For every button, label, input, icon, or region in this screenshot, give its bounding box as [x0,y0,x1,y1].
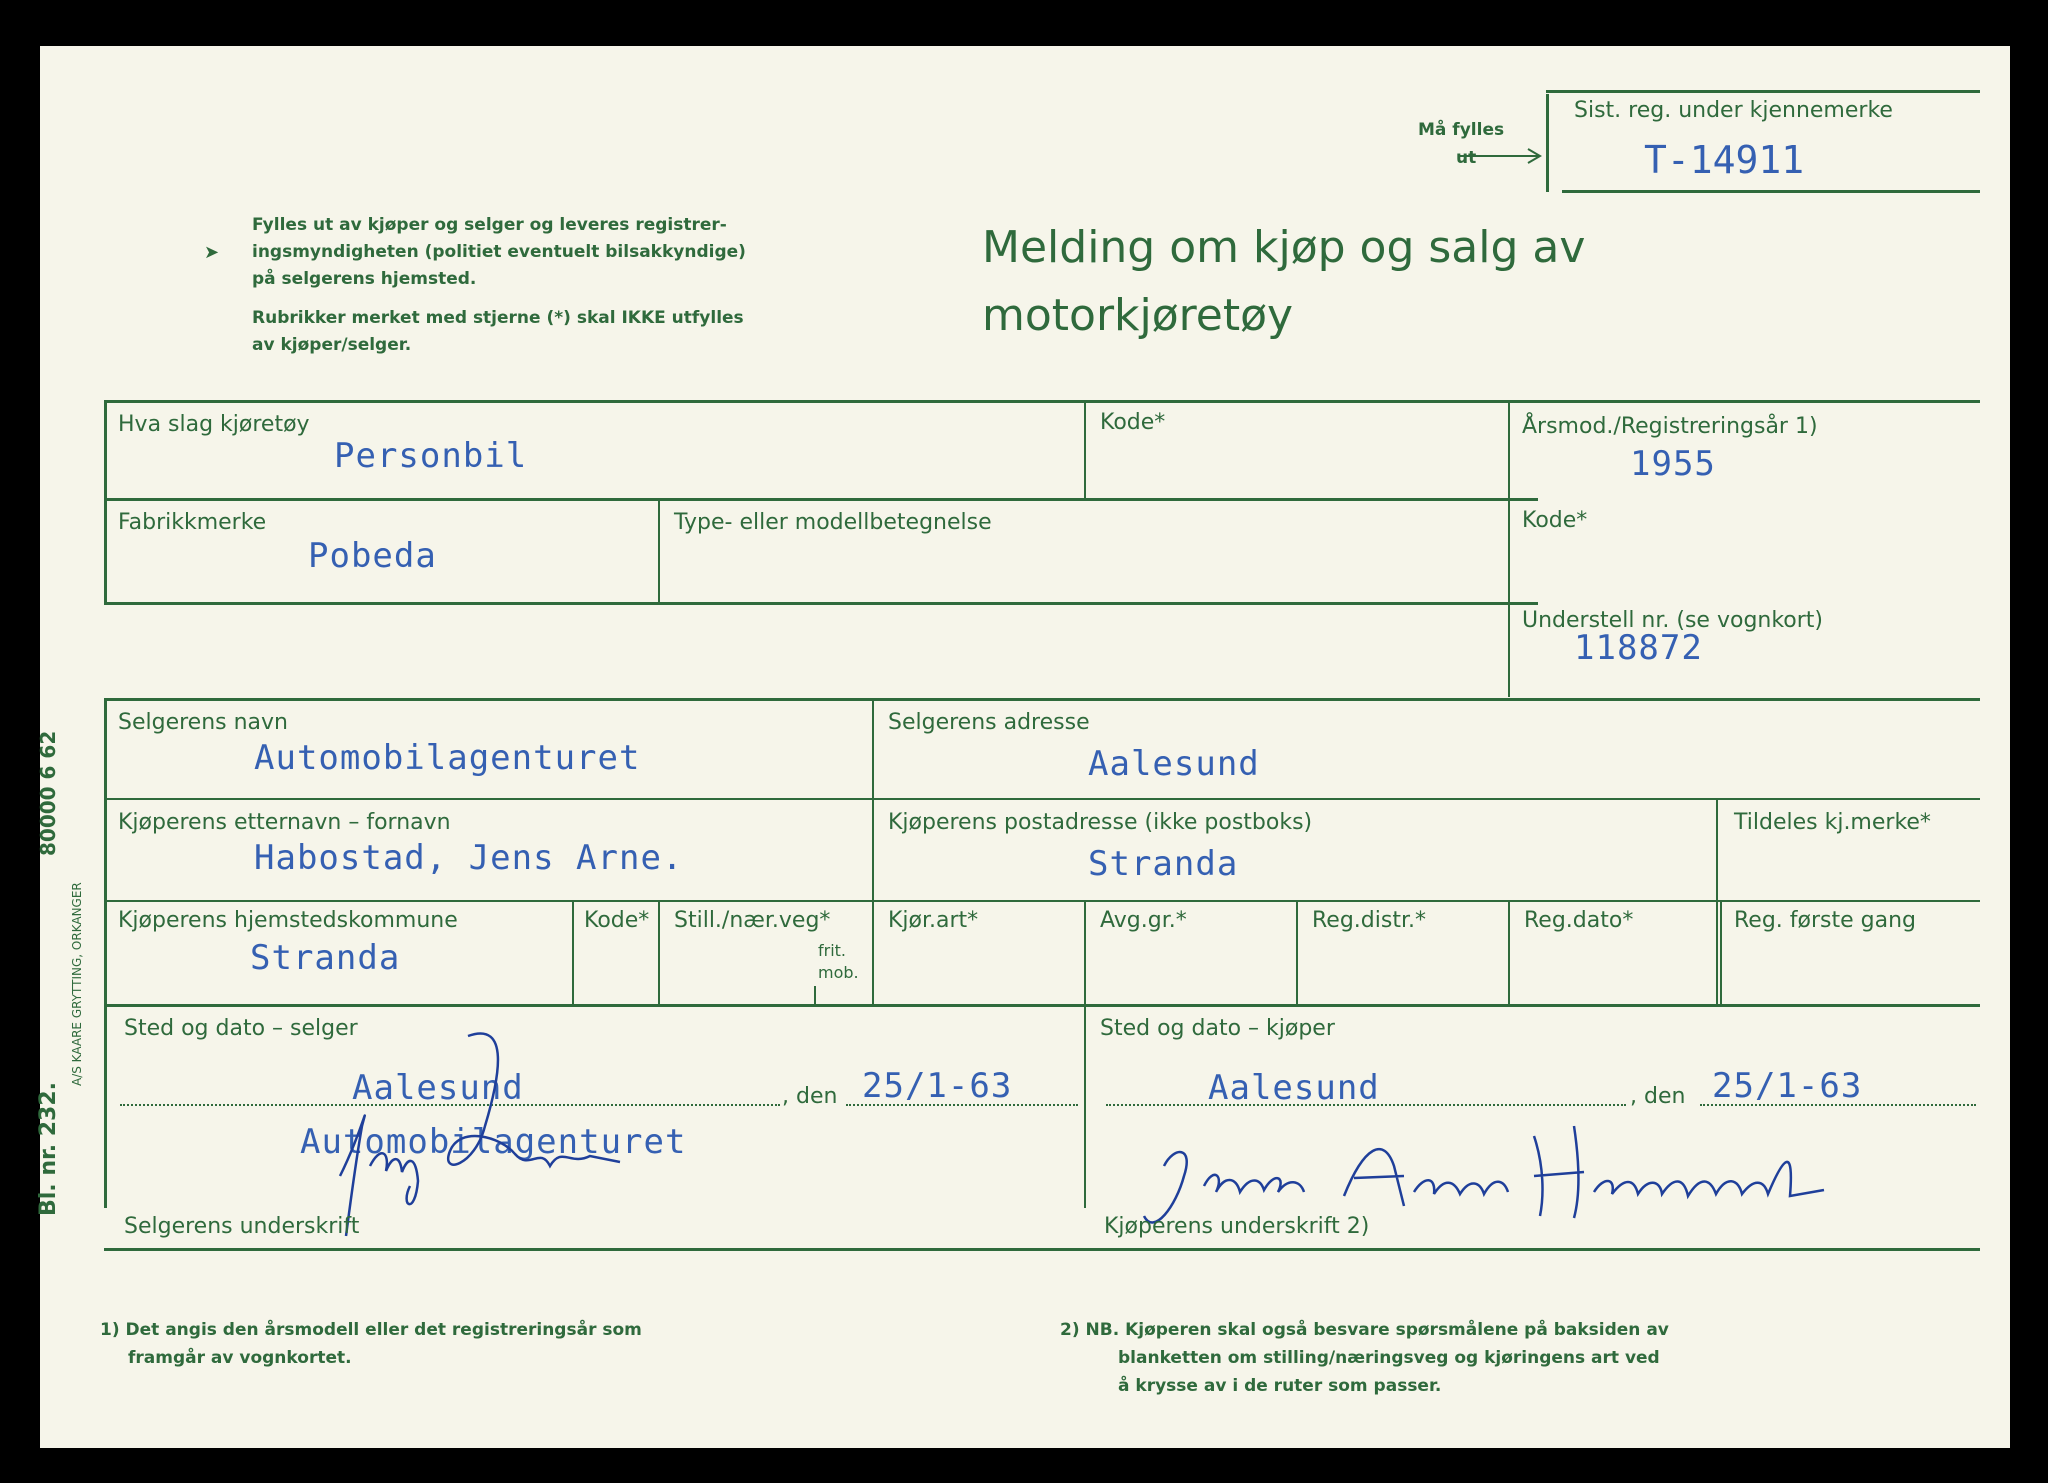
printer-imprint: A/S KAARE GRYTTING, ORKANGER [70,882,84,1086]
rule [104,498,1538,501]
chassis-label: Understell nr. (se vognkort) [1522,608,1824,633]
seller-address-value[interactable]: Aalesund [1088,744,1260,784]
model-label: Type- eller modellbetegnelse [674,510,992,535]
form-paper [36,46,2010,1448]
ut-line: ut [1456,148,1477,168]
footnote-1 [100,1316,642,1372]
title-line: motorkjøretøy [982,290,1294,341]
buyer-place-label: Sted og dato – kjøper [1100,1016,1335,1041]
arrow-right-icon [1458,146,1548,166]
make-value[interactable]: Pobeda [308,536,437,576]
reg-box-bottom [1562,190,1980,193]
rule [1720,900,1722,1004]
rule [572,900,574,1004]
kode-label: Kode* [584,908,650,933]
kode-label: Kode* [1100,410,1166,435]
seller-address-label: Selgerens adresse [888,710,1090,735]
seller-name-label: Selgerens navn [118,710,288,735]
footnote-line: blanketten om stilling/næringsveg og kjøringens art ved [1118,1348,1660,1368]
rule [104,1004,1980,1007]
vehicle-type-value[interactable]: Personbil [334,436,528,476]
rule [1716,798,1718,1004]
frit-label: frit. [818,941,847,960]
municipality-value[interactable]: Stranda [250,938,401,978]
plate-label: Tildeles kj.merke* [1734,810,1931,835]
rule [104,400,1980,403]
seller-place-value[interactable]: Aalesund [352,1068,524,1108]
intro-line: av kjøper/selger. [252,335,412,355]
buyer-address-label: Kjøperens postadresse (ikke postboks) [888,810,1313,835]
make-label: Fabrikkmerke [118,510,267,535]
footnote-line: 1) Det angis den årsmodell eller det registreringsår som [100,1320,642,1340]
year-value[interactable]: 1955 [1630,444,1716,484]
seller-date-value[interactable]: 25/1-63 [862,1066,1013,1106]
still-label: Still./nær.veg* [674,908,831,933]
buyer-date-value[interactable]: 25/1-63 [1712,1066,1863,1106]
rule [104,698,107,1004]
print-run-number: 80000 6 62 [36,730,60,856]
form-number: Bl. nr. 232. [36,1082,61,1216]
rule [1084,1004,1086,1208]
vehicle-type-label: Hva slag kjøretøy [118,412,310,437]
municipality-label: Kjøperens hjemstedskommune [118,908,458,933]
seller-signature [300,1016,760,1246]
rule [104,798,1980,800]
dotted-line [846,1104,1078,1106]
rule [104,900,1980,902]
intro-line: Fylles ut av kjøper og selger og leveres registrer- [252,215,727,235]
intro-line: Rubrikker merket med stjerne (*) skal IKKE utfylles [252,308,744,328]
rule [1084,400,1086,498]
footnote-2 [1060,1316,1669,1400]
buyer-name-value[interactable]: Habostad, Jens Arne. [254,838,684,878]
form-title [982,214,1585,350]
rule [814,986,816,1004]
intro-line: på selgerens hjemsted. [252,269,477,289]
buyer-address-value[interactable]: Stranda [1088,844,1239,884]
mob-label: mob. [818,963,859,982]
title-line: Melding om kjøp og salg av [982,222,1586,273]
pointer-icon: ➤ [204,242,220,263]
intro-line: ingsmyndigheten (politiet eventuelt bilsakkyndige) [252,242,746,262]
rule [658,900,660,1004]
sist-reg-value[interactable]: T-14911 [1644,138,1805,182]
rule [872,698,874,1004]
seller-company-value[interactable]: Automobilagenturet [300,1122,687,1162]
footnote-line: å krysse av i de ruter som passer. [1118,1376,1442,1396]
buyer-name-label: Kjøperens etternavn – fornavn [118,810,451,835]
den-label: , den [1630,1084,1686,1109]
rule [1296,900,1298,1004]
footnote-line: framgår av vognkortet. [128,1348,352,1368]
regdato-label: Reg.dato* [1524,908,1634,933]
rule [104,602,1538,605]
kode-label: Kode* [1522,508,1588,533]
rule [104,1004,107,1208]
seller-name-value[interactable]: Automobilagenturet [254,738,641,778]
buyer-place-value[interactable]: Aalesund [1208,1068,1380,1108]
forste-label: Reg. første gang [1734,908,1917,933]
intro-text [252,212,746,359]
rule [1508,900,1510,1004]
seller-place-label: Sted og dato – selger [124,1016,358,1041]
rule [104,400,107,605]
den-label: , den [782,1084,838,1109]
ma-fylles-line: Må fylles [1418,120,1505,140]
frit-mob [818,940,859,984]
buyer-sign-label: Kjøperens underskrift 2) [1104,1214,1370,1239]
seller-sign-label: Selgerens underskrift [124,1214,360,1239]
chassis-value[interactable]: 118872 [1574,628,1703,668]
buyer-signature [1104,1106,1924,1266]
avggr-label: Avg.gr.* [1100,908,1187,933]
sist-reg-label: Sist. reg. under kjennemerke [1574,98,1893,123]
kjorart-label: Kjør.art* [888,908,979,933]
reg-box-left [1546,94,1549,192]
footnote-line: 2) NB. Kjøperen skal også besvare spørsmålene på baksiden av [1060,1320,1669,1340]
rule [658,498,660,602]
regdistr-label: Reg.distr.* [1312,908,1426,933]
year-label: Årsmod./Registreringsår 1) [1522,414,1818,439]
rule [1084,900,1086,1004]
rule [1508,400,1510,697]
rule [104,698,1980,701]
reg-box-top [1546,90,1980,93]
